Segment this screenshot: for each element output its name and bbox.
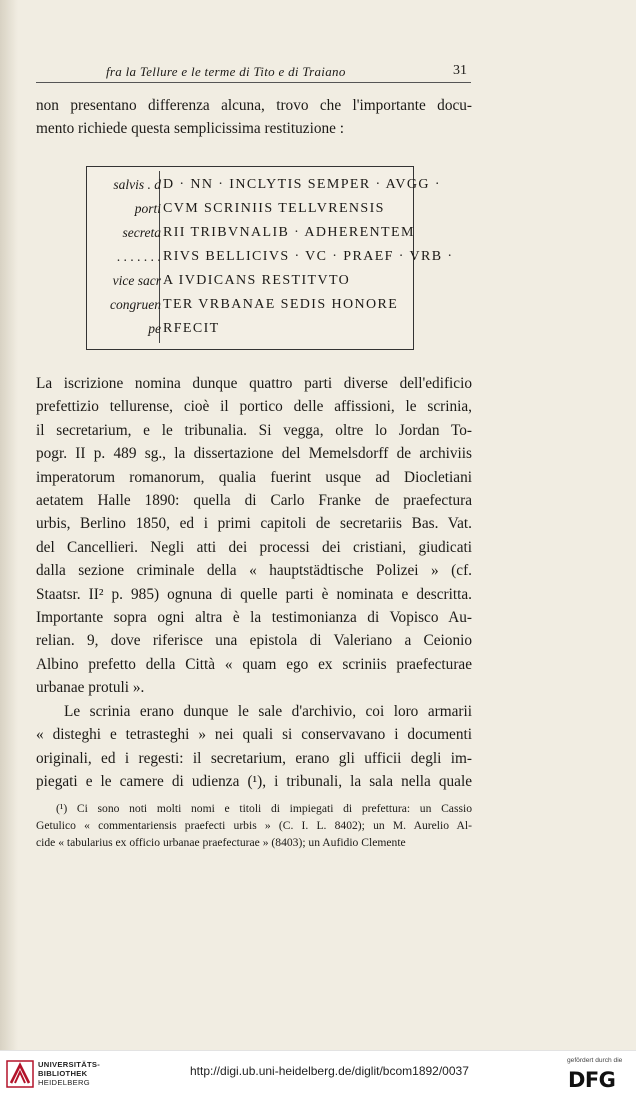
text-line: prefettizio tellurense, cioè il portico delle affissioni, le scrinia, (36, 398, 472, 416)
dfg-logo: DFG (568, 1068, 616, 1092)
inscription-text: RFECIT (163, 321, 220, 336)
inscription-text: RIVS BELLICIVS · VC · PRAEF · VRB · (163, 249, 454, 264)
viewer-footer (0, 1050, 636, 1097)
text-line: urbis, Berlino 1850, ed i primi capitoli de secretariis Bas. Vat. (36, 515, 472, 533)
footnote-line: (¹) Ci sono noti molti nomi e titoli di impiegati di prefettura: un Cassio (56, 802, 472, 815)
inscription-supplement: congruen (110, 297, 161, 312)
text-line: Staatsr. II² p. 985) ognuna di quelle parti è nominata e descritta. (36, 585, 472, 603)
spine-shadow (0, 0, 18, 1050)
inscription-text: A IVDICANS RESTITVTO (163, 273, 351, 288)
text-line: urbanae protuli ». (36, 679, 145, 697)
text-line: La iscrizione nomina dunque quattro parti diverse dell'edificio (36, 375, 472, 392)
inscription-supplement: . . . . . . . (117, 249, 161, 264)
inscription-text: TER VRBANAE SEDIS HONORE (163, 297, 399, 312)
inscription-supplement: pe (148, 321, 161, 336)
inscription-line (91, 297, 409, 319)
inscription-line (91, 177, 441, 199)
text-line: Le scrinia erano dunque le sale d'archivio, coi loro armarii (64, 702, 472, 720)
inscription-supplement: vice sacr (112, 273, 161, 288)
running-head-title: fra la Tellure e le terme di Tito e di Traiano (106, 64, 346, 79)
inscription-supplement: porti (134, 201, 161, 216)
text-line: mento richiede questa semplicissima restituzione : (36, 120, 344, 138)
intro-paragraph (36, 94, 472, 141)
inscription-line (91, 201, 409, 223)
permalink-url[interactable]: http://digi.ub.uni-heidelberg.de/diglit/bcom1892/0037 (190, 1064, 469, 1078)
inscription-line (91, 249, 454, 271)
text-line: aetatem Halle 1890: quella di Carlo Franke de praefectura (36, 492, 472, 510)
body-paragraph (36, 372, 472, 793)
inscription-box (86, 166, 454, 350)
library-name-line: UNIVERSITÄTS- (38, 1060, 101, 1069)
inscription-supplement: secreta (122, 225, 161, 240)
university-library-name (38, 1060, 100, 1087)
text-line: imperatorum romanorum, qualia fuerint usque ad Diocletiani (36, 468, 472, 486)
text-line: piegati e le camere di udienza (¹), i tribunali, la sala nella quale (36, 772, 472, 790)
university-library-logo-icon (6, 1059, 34, 1089)
text-line: il secretarium, e le tribunalia. Si vegga, oltre lo Jordan To- (36, 421, 472, 439)
text-line: non presentano differenza alcuna, trovo che l'importante docu- (36, 97, 472, 114)
inscription-line (91, 273, 409, 295)
inscription-text: D · NN · INCLYTIS SEMPER · AVGG · (163, 177, 441, 192)
library-name-line: HEIDELBERG (38, 1078, 90, 1087)
footnotes (36, 800, 472, 851)
inscription-line (91, 225, 415, 247)
inscription-supplement: salvis . d (113, 177, 161, 192)
text-line: Importante sopra ogni altra è la testimonianza di Vopisco Au- (36, 609, 472, 627)
text-line: pogr. II p. 489 sg., la dissertazione del Memelsdorff de archiviis (36, 445, 472, 463)
text-line: del Cancellieri. Negli atti dei processi dei cristiani, giudicati (36, 538, 472, 556)
inscription-line (91, 321, 409, 343)
funding-caption: gefördert durch die (567, 1057, 623, 1064)
text-line: Albino prefetto della Città « quam ego ex scriniis praefecturae (36, 655, 472, 673)
text-line: relian. 9, dove riferisce una epistola di Valeriano a Ceionio (36, 632, 472, 650)
text-line: « disteghi e tetrasteghi » nei quali si conservavano i documenti (36, 726, 472, 744)
running-head (36, 62, 471, 83)
inscription-text: CVM SCRINIIS TELLVRENSIS (163, 201, 385, 216)
text-line: dalla sezione criminale della « hauptstädtische Polizei » (cf. (36, 562, 472, 580)
page-number: 31 (453, 63, 467, 78)
inscription-text: RII TRIBVNALIB · ADHERENTEM (163, 225, 415, 240)
library-name-line: BIBLIOTHEK (38, 1069, 88, 1078)
footnote-line: cide « tabularius ex officio urbanae praefecturae » (8403); un Aufidio Clemente (36, 836, 406, 849)
footnote-line: Getulico « commentariensis praefecti urbis » (C. I. L. 8402); un M. Aurelio Al- (36, 819, 472, 832)
text-line: originali, ed i regesti: il secretarium, erano gli ufficii degli im- (36, 749, 472, 767)
